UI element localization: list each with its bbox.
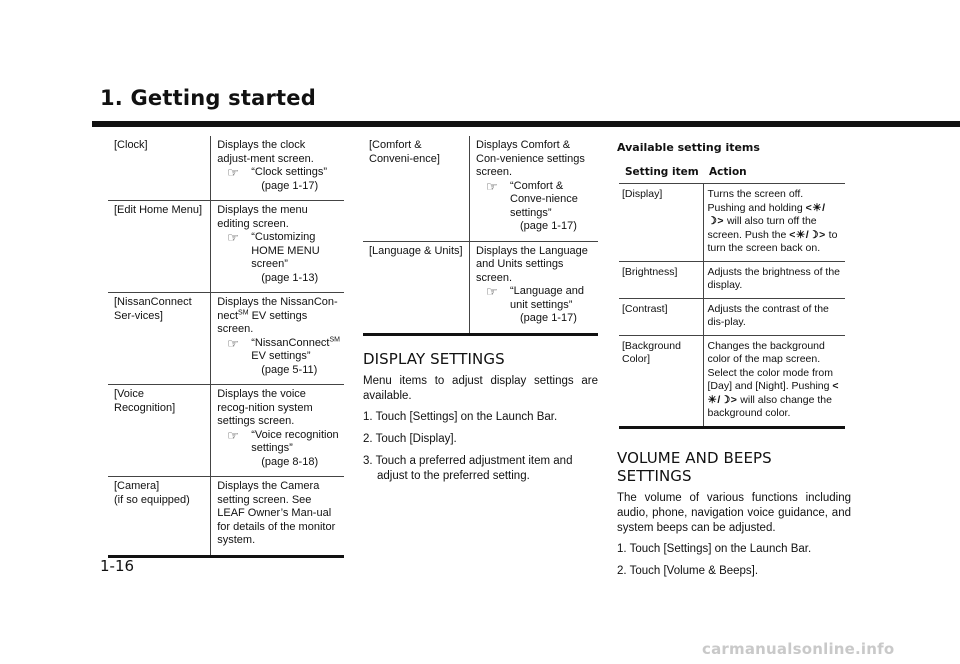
row-desc [211, 293, 344, 385]
list-item: 1. Touch [Settings] on the Launch Bar. [363, 410, 558, 423]
xref-page: (page 1-17) [520, 312, 577, 324]
desc-text: Displays the voice recog-nition system settings screen. [217, 388, 313, 427]
reference-icon: ☞ [227, 427, 239, 443]
table-row [619, 335, 845, 427]
xref-title: “NissanConnect℠ EV settings” [251, 335, 340, 362]
left-column [108, 136, 344, 558]
table-header-row [619, 161, 845, 184]
row-item: [Comfort & Conveni-ence] [363, 136, 470, 241]
row-action: Turns the screen off. Pushing and holding <☀/☽> will also turn off the screen. Push the <☀/☽> to turn the screen back on. [707, 188, 838, 254]
reference-icon: ☞ [227, 230, 239, 245]
desc-text: Displays the clock adjust-ment screen. [217, 139, 314, 165]
table-row [108, 477, 344, 557]
day-night-button-label: <☀/☽> [707, 201, 826, 227]
list-item: 1. Touch [Settings] on the Launch Bar. [617, 542, 812, 555]
row-item: [Contrast] [619, 298, 703, 335]
xref-page: (page 1-17) [261, 179, 319, 192]
row-desc [470, 136, 599, 241]
row-desc [211, 385, 344, 477]
settings-table [619, 161, 845, 429]
desc-text: Displays the NissanCon-nect℠ EV settings screen. [217, 296, 338, 335]
table-row [108, 293, 344, 385]
xref-title: “Language and unit settings” [510, 285, 585, 311]
reference-icon: ☞ [486, 178, 498, 194]
row-action: Adjusts the contrast of the dis-play. [703, 298, 845, 335]
row-item: [Voice Recognition] [108, 385, 211, 477]
page-number: 1-16 [100, 557, 135, 575]
display-settings-intro: Menu items to adjust display settings are available. [363, 374, 598, 402]
table-row [363, 136, 598, 241]
row-desc: Displays the Camera setting screen. See LEAF Owner’s Man-ual for details of the monitor system. [211, 477, 344, 557]
row-item: [Language & Units] [363, 241, 470, 334]
middle-column [363, 136, 598, 491]
volume-settings-heading: VOLUME AND BEEPS SETTINGS [617, 448, 772, 485]
day-night-button-label: <☀/☽> [789, 228, 826, 241]
available-items-heading: Available setting items [617, 141, 760, 154]
row-item: [Display] [619, 184, 703, 262]
volume-settings-steps [617, 542, 851, 579]
row-desc [211, 136, 344, 201]
row-action: Changes the background color of the map screen. Select the color mode from [Day] and [Night]. Pushing <☀/☽> will also change the background color. [703, 335, 845, 427]
xref-title: “Clock settings” [251, 166, 328, 178]
middle-reference-table [363, 136, 598, 336]
row-item: [Edit Home Menu] [108, 201, 211, 293]
reference-icon: ☞ [227, 335, 239, 351]
display-settings-heading: DISPLAY SETTINGS [363, 349, 505, 368]
xref-title: “Voice recognition settings” [251, 428, 339, 454]
cross-reference[interactable] [217, 429, 340, 470]
row-item: [Brightness] [619, 261, 703, 298]
col-header-item: Setting item [619, 161, 703, 184]
row-action: Adjusts the brightness of the display. [703, 261, 845, 298]
reference-icon: ☞ [227, 165, 239, 180]
xref-page: (page 5-11) [261, 363, 318, 376]
reference-icon: ☞ [486, 284, 498, 299]
table-row [108, 385, 344, 477]
desc-text: Displays the Language and Units settings screen. [476, 244, 588, 284]
xref-page: (page 1-13) [261, 271, 319, 284]
table-row [619, 298, 845, 335]
cross-reference[interactable] [476, 180, 594, 234]
row-desc [211, 201, 344, 293]
xref-page: (page 8-18) [261, 455, 319, 468]
page-title: 1. Getting started [100, 86, 316, 110]
row-item: [Clock] [108, 136, 211, 201]
cross-reference[interactable] [476, 285, 594, 326]
xref-title: “Comfort & Conve-nience settings” [510, 179, 578, 219]
row-desc [470, 241, 599, 334]
row-item: [NissanConnect Ser-vices] [108, 293, 211, 385]
cross-reference[interactable] [217, 231, 340, 285]
list-item: 2. Touch [Volume & Beeps]. [617, 564, 759, 577]
watermark: carmanualsonline.info [702, 640, 895, 658]
day-night-button-label: <☀/☽> [707, 380, 840, 406]
cross-reference[interactable] [217, 337, 340, 378]
cross-reference[interactable] [217, 166, 340, 193]
left-reference-table [108, 136, 344, 558]
table-row [619, 184, 845, 262]
title-rule [92, 121, 960, 127]
xref-title: “Customizing HOME MENU screen” [251, 231, 320, 270]
display-settings-steps [363, 410, 598, 484]
table-row [108, 201, 344, 293]
table-row [363, 241, 598, 334]
row-item: [Camera] (if so equipped) [108, 477, 211, 557]
table-row [619, 261, 845, 298]
desc-text: Displays Comfort & Con-venience settings screen. [476, 139, 585, 178]
list-item: 2. Touch [Display]. [363, 432, 457, 445]
list-item: 3. Touch a preferred adjustment item and adjust to the preferred setting. [363, 454, 573, 482]
right-column [617, 136, 851, 586]
table-row [108, 136, 344, 201]
volume-settings-intro: The volume of various functions including audio, phone, navigation voice guidance, and system beeps can be adjusted. [617, 491, 851, 534]
row-item: [Background Color] [619, 335, 703, 427]
xref-page: (page 1-17) [520, 220, 577, 232]
desc-text: Displays the menu editing screen. [217, 204, 308, 230]
col-header-action: Action [703, 161, 845, 184]
